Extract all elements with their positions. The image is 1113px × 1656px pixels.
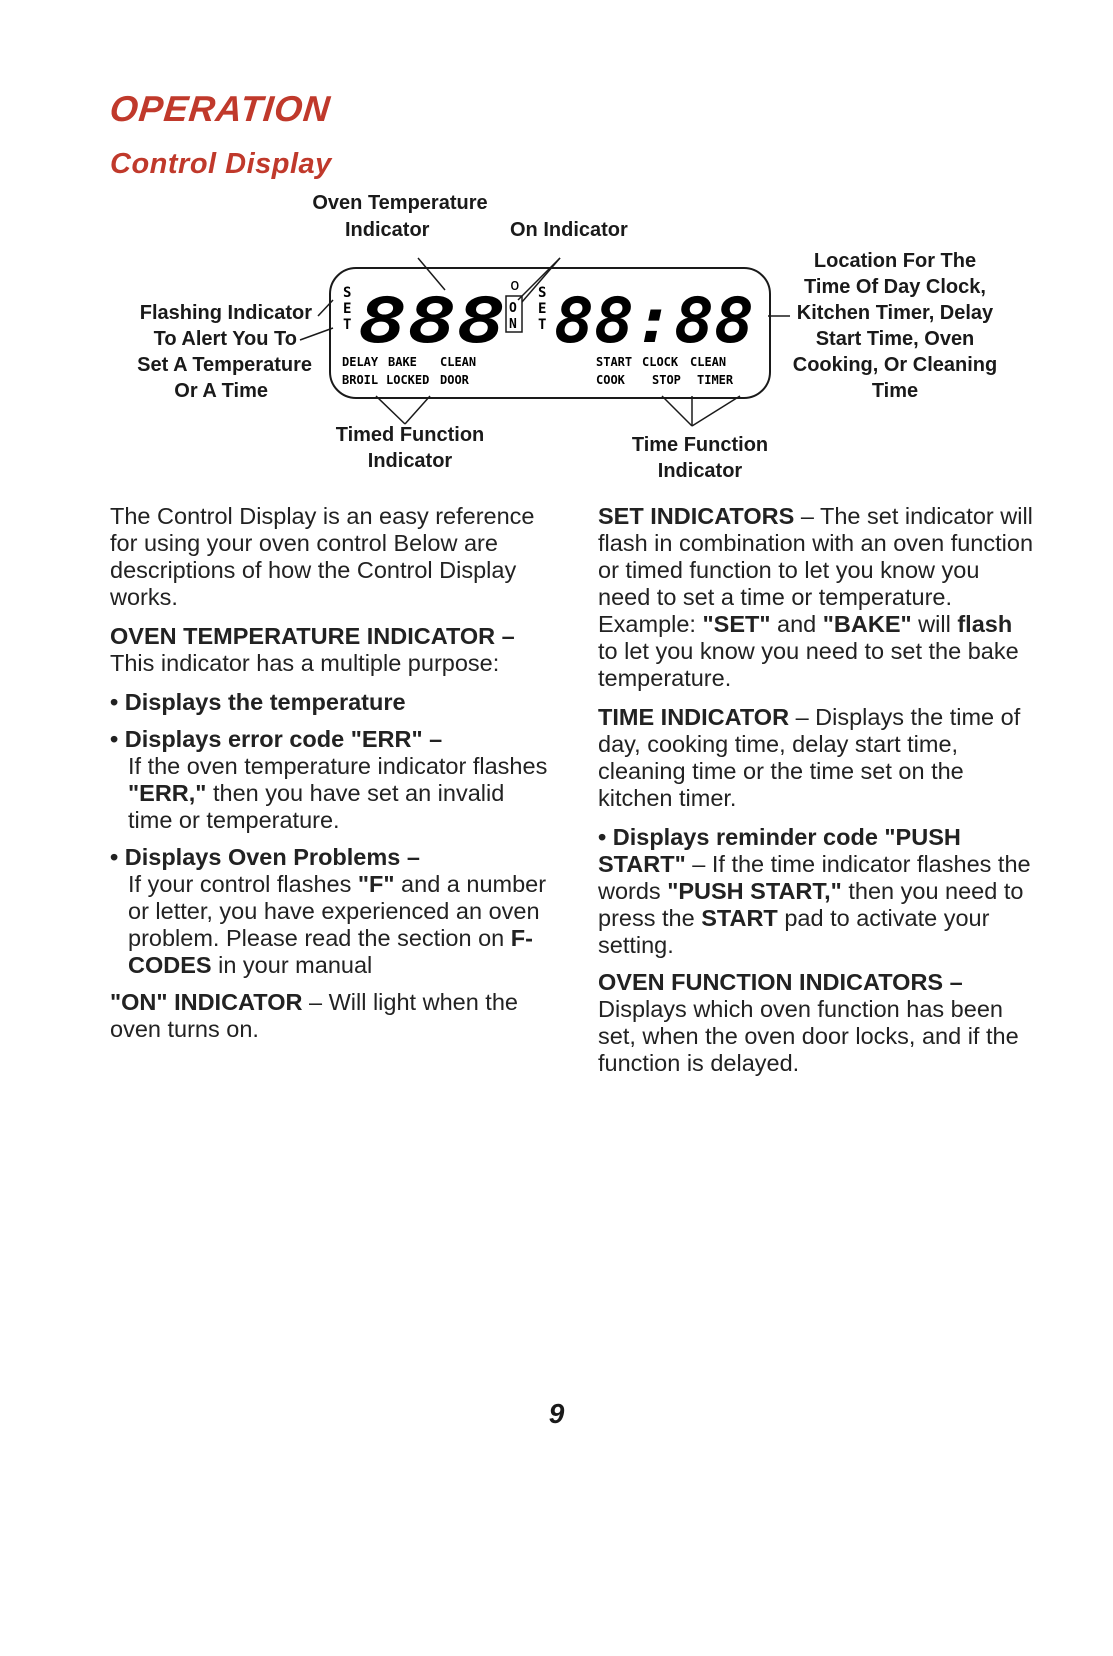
timed-function-label-2: Indicator — [367, 450, 453, 472]
oven-temp-heading: OVEN TEMPERATURE INDICATOR – — [110, 623, 515, 649]
set-left-e: E — [343, 301, 352, 317]
bullet-oven-problems — [110, 844, 555, 979]
time-function-label-1: Time Function — [631, 434, 769, 456]
timed-leader-1 — [376, 396, 405, 424]
bullet-oven-problems-body: If your control flashes "F" and a number or letter, you have experienced an oven problem. Please read the section on F-CODES in your manual — [128, 871, 547, 978]
flashing-label-3: Set A Temperature — [137, 354, 312, 376]
flashing-label-1: Flashing Indicator — [139, 302, 312, 324]
time-leader-3 — [692, 396, 740, 426]
oven-function-body: Displays which oven function has been set, when the oven door locks, and if the function is delayed. — [598, 996, 1019, 1076]
on-letter-o: O — [509, 301, 517, 316]
bullet-error-code-body: If the oven temperature indicator flashes "ERR," then you have set an invalid time or temperature. — [128, 753, 548, 833]
flashing-label-2: To Alert You To — [153, 328, 297, 350]
set-right-s: S — [538, 285, 547, 301]
lcd-temp-digits: 888 — [358, 284, 506, 357]
timed-function-label-1: Timed Function — [335, 424, 485, 446]
right-column — [598, 503, 1038, 1089]
lcd-stop: STOP — [652, 373, 681, 387]
bullet-reminder — [598, 824, 1038, 959]
lcd-cook: COOK — [596, 373, 625, 387]
lcd-timer: TIMER — [697, 373, 734, 387]
lcd-start: START — [596, 355, 633, 369]
set-right-t: T — [538, 317, 547, 333]
lcd-broil: BROIL — [342, 373, 379, 387]
oven-temp-label-2: Indicator — [345, 219, 430, 241]
time-indicator-paragraph: TIME INDICATOR – Displays the time of day, cooking time, delay start time, cleaning time or the time set on the kitchen timer. — [598, 704, 1021, 811]
on-letter-n: N — [509, 317, 517, 332]
oven-function-section — [598, 969, 1038, 1077]
timed-leader-2 — [405, 396, 430, 424]
location-label-4: Start Time, Oven — [815, 328, 975, 350]
lcd-clock: CLOCK — [642, 355, 679, 369]
set-left-t: T — [343, 317, 352, 333]
section-title: OPERATION — [107, 88, 333, 129]
time-function-label-2: Indicator — [657, 460, 743, 482]
bullet-error-code — [110, 726, 555, 834]
on-indicator-label: On Indicator — [510, 219, 628, 241]
lcd-locked: LOCKED — [386, 373, 430, 387]
location-label-5: Cooking, Or Cleaning — [792, 354, 998, 376]
oven-temp-label-1: Oven Temperature — [312, 192, 488, 214]
on-indicator-paragraph: "ON" INDICATOR – Will light when the oven turns on. — [110, 989, 518, 1042]
lcd-time-digits: 88:88 — [554, 284, 754, 357]
lcd-delay: DELAY — [342, 355, 379, 369]
page-number: 9 — [548, 1398, 565, 1429]
oven-temp-section — [110, 623, 555, 677]
bullet-error-code-title: • Displays error code "ERR" – — [110, 726, 443, 752]
bullet-oven-problems-title: • Displays Oven Problems – — [110, 844, 420, 870]
bullet-reminder-text: • Displays reminder code "PUSH START" – If the time indicator flashes the words "PUSH START," then you need to press the START pad to activate your setting. — [598, 824, 1031, 958]
flashing-leader-2 — [300, 328, 333, 340]
lcd-bake: BAKE — [388, 355, 417, 369]
intro-paragraph: The Control Display is an easy reference for using your oven control Below are descriptions of how the Control Display works. — [110, 503, 535, 610]
control-display-diagram — [0, 0, 1113, 520]
bullet-temperature — [110, 689, 555, 716]
location-label-6: Time — [871, 380, 919, 402]
lcd-clean-right: CLEAN — [690, 355, 727, 369]
left-column — [110, 503, 555, 1055]
lcd-clean-left: CLEAN — [440, 355, 477, 369]
flashing-label-4: Or A Time — [174, 380, 268, 402]
oven-function-heading: OVEN FUNCTION INDICATORS – — [598, 969, 963, 995]
location-label-3: Kitchen Timer, Delay — [796, 302, 994, 324]
location-label-1: Location For The — [813, 250, 977, 272]
bullet-temperature-title: • Displays the temperature — [110, 689, 406, 715]
time-leader-1 — [662, 396, 692, 426]
section-subtitle: Control Display — [110, 148, 332, 180]
oven-temp-body: This indicator has a multiple purpose: — [110, 650, 500, 676]
set-right-e: E — [538, 301, 547, 317]
lcd-door: DOOR — [440, 373, 469, 387]
set-left-s: S — [343, 285, 352, 301]
location-label-2: Time Of Day Clock, — [804, 276, 986, 298]
set-indicators-paragraph: SET INDICATORS – The set indicator will flash in combination with an oven function or timed function to let you know you need to set a time or temperature. Example: "SET" and "BAKE" will flash to let you know you need to set the bake temperature. — [598, 503, 1034, 691]
lcd-degree-mark: o — [510, 275, 520, 294]
